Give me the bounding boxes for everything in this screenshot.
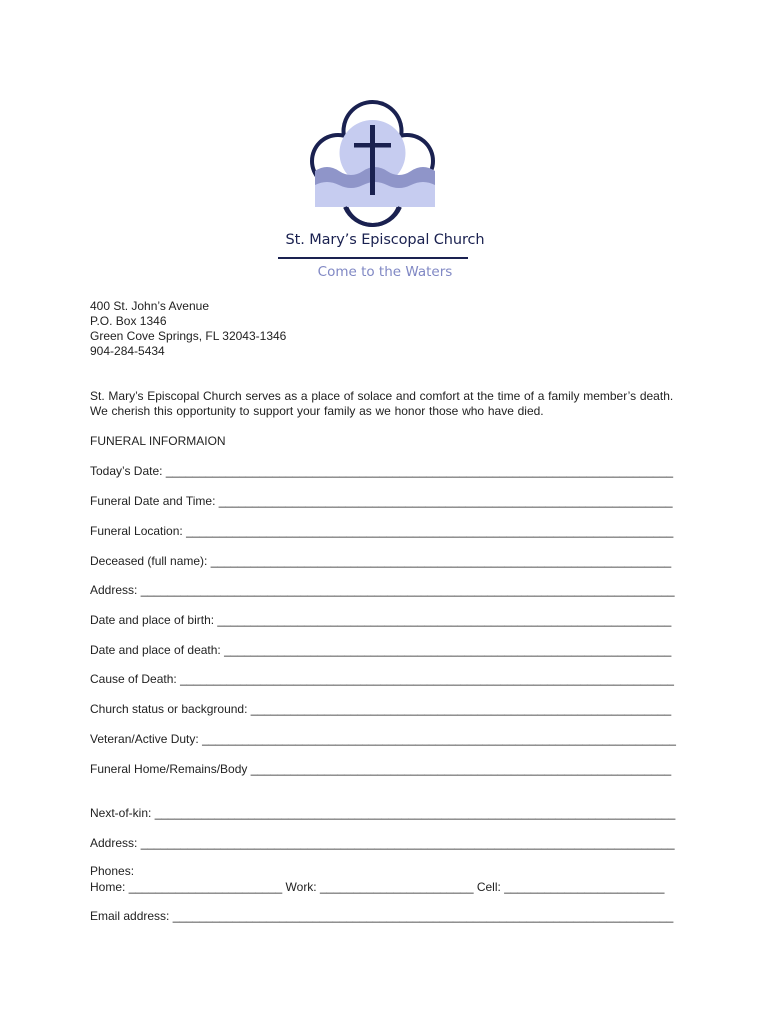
field-label: Funeral Home/Remains/Body (90, 762, 248, 776)
field-next-of-kin[interactable] (90, 806, 675, 822)
field-label: Email address: (90, 909, 170, 923)
church-tagline: Come to the Waters (317, 264, 453, 280)
work-phone-label: Work: (285, 880, 317, 894)
church-address (90, 299, 286, 359)
field-blank-line[interactable]: _________________________________________________________________________ (186, 524, 674, 538)
address-line-2: P.O. Box 1346 (90, 314, 167, 328)
field-label: Funeral Location: (90, 524, 183, 538)
field-birth[interactable] (90, 613, 671, 629)
address-line-3: Green Cove Springs, FL 32043-1346 (90, 329, 287, 343)
field-blank-line[interactable]: __________________________________________________________________________ (180, 672, 674, 686)
field-kin-address[interactable] (90, 836, 675, 852)
field-label: Funeral Date and Time: (90, 494, 216, 508)
field-label: Date and place of death: (90, 643, 221, 657)
field-funeral-home[interactable] (90, 762, 671, 778)
field-funeral-location[interactable] (90, 524, 673, 540)
field-death[interactable] (90, 643, 671, 659)
field-blank-line[interactable]: ____________________________________________________________________________ (165, 464, 674, 478)
church-phone: 904-284-5434 (90, 344, 165, 358)
field-label: Veteran/Active Duty: (90, 732, 199, 746)
field-label: Deceased (full name): (90, 554, 208, 568)
field-label: Address: (90, 836, 138, 850)
intro-paragraph: St. Mary’s Episcopal Church serves as a place of solace and comfort at the time of a family member’s death. We cherish this opportunity to support your family as we honor those who have died. (90, 389, 674, 418)
field-label: Church status or background: (90, 702, 248, 716)
name-divider (278, 257, 468, 259)
field-blank-line[interactable]: _______________________________________________________________ (250, 762, 672, 776)
field-email[interactable] (90, 909, 673, 925)
field-label: Next-of-kin: (90, 806, 152, 820)
field-label: Today’s Date: (90, 464, 163, 478)
field-todays-date[interactable] (90, 464, 673, 480)
work-phone-line[interactable]: _______________________ (320, 880, 474, 894)
field-blank-line[interactable]: ________________________________________________________________________________ (140, 583, 675, 597)
field-address[interactable] (90, 583, 675, 599)
section-title: FUNERAL INFORMAION (90, 434, 226, 448)
field-label: Cause of Death: (90, 672, 177, 686)
field-blank-line[interactable]: ________________________________________________________________________________ (140, 836, 675, 850)
field-deceased-name[interactable] (90, 554, 671, 570)
field-church-status[interactable] (90, 702, 671, 718)
address-line-1: 400 St. John’s Avenue (90, 299, 209, 313)
field-blank-line[interactable]: _______________________________________________________________________ (202, 732, 676, 746)
field-label: Date and place of birth: (90, 613, 215, 627)
home-phone-label: Home: (90, 880, 126, 894)
field-blank-line[interactable]: _______________________________________________________________ (250, 702, 672, 716)
field-blank-line[interactable]: ____________________________________________________________________ (218, 494, 673, 508)
home-phone-line[interactable]: _______________________ (128, 880, 283, 894)
field-blank-line[interactable]: ___________________________________________________________________________ (172, 909, 674, 923)
field-funeral-date-time[interactable] (90, 494, 673, 510)
field-label: Address: (90, 583, 138, 597)
field-blank-line[interactable]: ___________________________________________________________________ (224, 643, 672, 657)
cell-phone-label: Cell: (476, 880, 501, 894)
phones-row[interactable] (90, 880, 664, 894)
field-blank-line[interactable]: _____________________________________________________________________ (210, 554, 672, 568)
church-logo (305, 95, 440, 230)
church-name: St. Mary’s Episcopal Church (285, 232, 485, 248)
field-blank-line[interactable]: ______________________________________________________________________________ (154, 806, 676, 820)
cell-phone-line[interactable]: ________________________ (504, 880, 665, 894)
field-veteran[interactable] (90, 732, 676, 748)
field-cause-of-death[interactable] (90, 672, 674, 688)
field-blank-line[interactable]: ____________________________________________________________________ (217, 613, 672, 627)
phones-heading: Phones: (90, 864, 135, 878)
